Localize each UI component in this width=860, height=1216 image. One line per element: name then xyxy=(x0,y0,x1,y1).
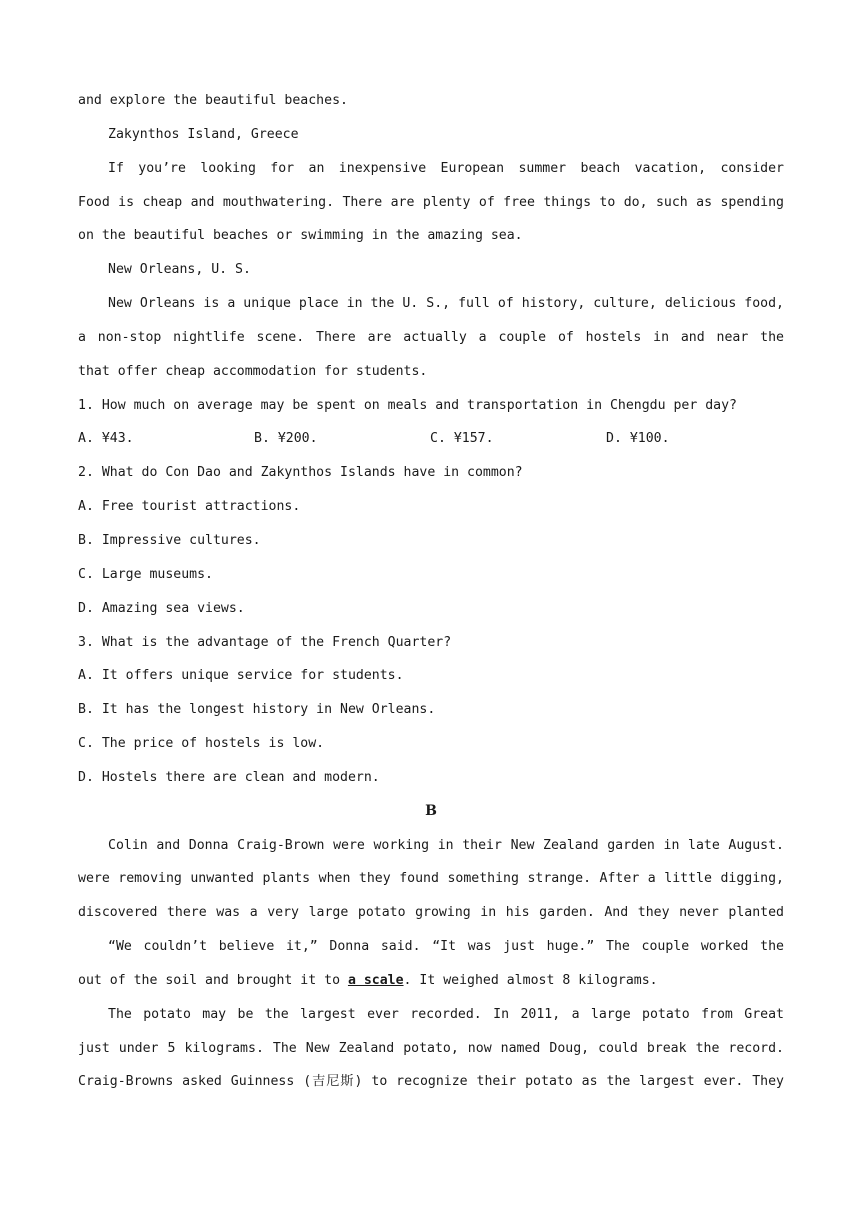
option-a: A. It offers unique service for students. xyxy=(78,668,404,684)
text-segment: out of the soil and brought it to xyxy=(78,972,348,988)
option-c: C. The price of hostels is low. xyxy=(78,736,325,752)
passage-line: The potato may be the largest ever recorded. In 2011, a large potato from Great xyxy=(108,1006,784,1022)
question-stem-3: 3. What is the advantage of the French Quarter? xyxy=(78,634,452,650)
option-b: B. It has the longest history in New Orleans. xyxy=(78,702,436,718)
option-c: C. ¥157. xyxy=(430,431,494,447)
destination-title-zakynthos: Zakynthos Island, Greece xyxy=(108,126,299,142)
option-d: D. Hostels there are clean and modern. xyxy=(78,769,380,785)
question-options-1 xyxy=(78,422,784,456)
passage-line: If you’re looking for an inexpensive European summer beach vacation, consider xyxy=(108,160,784,176)
option-a: A. Free tourist attractions. xyxy=(78,499,301,515)
document-page xyxy=(78,84,784,1099)
option-d: D. Amazing sea views. xyxy=(78,600,245,616)
passage-line: Colin and Donna Craig-Brown were working in their New Zealand garden in late August. xyxy=(108,837,784,853)
passage-line: that offer cheap accommodation for students. xyxy=(78,363,428,379)
option-b: B. ¥200. xyxy=(254,431,318,447)
passage-line xyxy=(78,964,784,998)
option-d: D. ¥100. xyxy=(606,431,670,447)
passage-line: were removing unwanted plants when they found something strange. After a little digging, xyxy=(78,871,784,887)
passage-line: just under 5 kilograms. The New Zealand potato, now named Doug, could break the record. xyxy=(78,1040,784,1056)
option-c: C. Large museums. xyxy=(78,566,213,582)
option-b: B. Impressive cultures. xyxy=(78,532,261,548)
underlined-phrase: a scale xyxy=(347,972,404,988)
passage-line: discovered there was a very large potato growing in his garden. And they never planted xyxy=(78,905,784,921)
passage-line: New Orleans is a unique place in the U. S., full of history, culture, delicious food, xyxy=(108,296,784,312)
passage-line: Craig-Browns asked Guinness (吉尼斯) to recognize their potato as the largest ever. They xyxy=(78,1074,784,1090)
question-stem-1: 1. How much on average may be spent on meals and transportation in Chengdu per day? xyxy=(78,397,737,413)
passage-line: on the beautiful beaches or swimming in the amazing sea. xyxy=(78,228,523,244)
destination-title-new-orleans: New Orleans, U. S. xyxy=(108,262,251,278)
section-heading: B xyxy=(425,802,437,819)
passage-line: and explore the beautiful beaches. xyxy=(78,93,348,108)
passage-line: a non-stop nightlife scene. There are actually a couple of hostels in and near the xyxy=(78,329,784,345)
option-a: A. ¥43. xyxy=(78,431,134,447)
question-stem-2: 2. What do Con Dao and Zakynthos Islands have in common? xyxy=(78,465,523,481)
passage-line: Food is cheap and mouthwatering. There are plenty of free things to do, such as spending xyxy=(78,194,784,210)
passage-line: “We couldn’t believe it,” Donna said. “It was just huge.” The couple worked the xyxy=(108,939,784,955)
text-segment: . It weighed almost 8 kilograms. xyxy=(403,972,658,988)
